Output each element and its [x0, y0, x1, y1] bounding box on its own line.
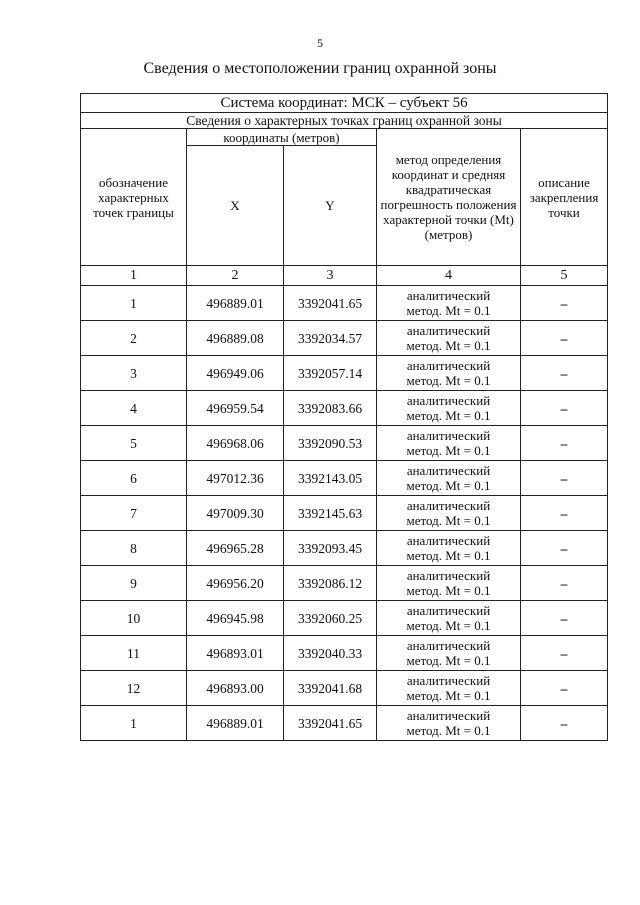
header-coordinates: координаты (метров): [187, 129, 377, 146]
y-coordinate-cell: 3392060.25: [284, 601, 377, 636]
method-line-1: аналитический: [406, 428, 491, 443]
table-row: [81, 601, 608, 636]
x-coordinate-cell: 496893.01: [187, 636, 284, 671]
method-line-2: метод. Mt = 0.1: [406, 478, 491, 493]
x-coordinate-cell: 496965.28: [187, 531, 284, 566]
info-row: [81, 113, 608, 129]
description-cell: –: [521, 531, 608, 566]
method-line-1: аналитический: [406, 498, 491, 513]
info-label: Сведения о характерных точках границ охранной зоны: [81, 113, 608, 129]
method-line-1: аналитический: [406, 638, 491, 653]
point-number-cell: 1: [81, 706, 187, 741]
point-number-cell: 10: [81, 601, 187, 636]
method-line-1: аналитический: [406, 358, 491, 373]
table-row: [81, 391, 608, 426]
method-cell: [377, 601, 521, 636]
point-number-cell: 12: [81, 671, 187, 706]
y-coordinate-cell: 3392093.45: [284, 531, 377, 566]
table-row: [81, 531, 608, 566]
document-title: Сведения о местоположении границ охранной зоны: [143, 60, 497, 77]
method-line-2: метод. Mt = 0.1: [406, 338, 491, 353]
method-cell: [377, 566, 521, 601]
method-line-1: аналитический: [406, 533, 491, 548]
x-coordinate-cell: 496956.20: [187, 566, 284, 601]
y-coordinate-cell: 3392040.33: [284, 636, 377, 671]
header-x: X: [187, 146, 284, 266]
x-coordinate-cell: 496959.54: [187, 391, 284, 426]
x-coordinate-cell: 496893.00: [187, 671, 284, 706]
point-number-cell: 2: [81, 321, 187, 356]
y-coordinate-cell: 3392041.68: [284, 671, 377, 706]
description-cell: –: [521, 391, 608, 426]
x-coordinate-cell: 496945.98: [187, 601, 284, 636]
method-line-2: метод. Mt = 0.1: [406, 513, 491, 528]
y-coordinate-cell: 3392034.57: [284, 321, 377, 356]
point-number-cell: 11: [81, 636, 187, 671]
method-cell: [377, 531, 521, 566]
method-line-2: метод. Mt = 0.1: [406, 303, 491, 318]
point-number-cell: 7: [81, 496, 187, 531]
x-coordinate-cell: 496949.06: [187, 356, 284, 391]
x-coordinate-cell: 496889.01: [187, 286, 284, 321]
table-row: [81, 321, 608, 356]
y-coordinate-cell: 3392057.14: [284, 356, 377, 391]
column-number: 4: [377, 266, 521, 286]
column-number: 1: [81, 266, 187, 286]
method-cell: [377, 496, 521, 531]
x-coordinate-cell: 496889.01: [187, 706, 284, 741]
method-cell: [377, 706, 521, 741]
table-row: [81, 636, 608, 671]
point-number-cell: 3: [81, 356, 187, 391]
coordinate-system-row: [81, 94, 608, 113]
method-cell: [377, 356, 521, 391]
description-cell: –: [521, 321, 608, 356]
description-cell: –: [521, 286, 608, 321]
x-coordinate-cell: 496889.08: [187, 321, 284, 356]
method-cell: [377, 286, 521, 321]
y-coordinate-cell: 3392145.63: [284, 496, 377, 531]
method-line-2: метод. Mt = 0.1: [406, 408, 491, 423]
y-coordinate-cell: 3392143.05: [284, 461, 377, 496]
header-description: описание закрепления точки: [521, 129, 608, 266]
method-cell: [377, 391, 521, 426]
method-cell: [377, 671, 521, 706]
y-coordinate-cell: 3392083.66: [284, 391, 377, 426]
description-cell: –: [521, 671, 608, 706]
method-line-2: метод. Mt = 0.1: [406, 583, 491, 598]
method-line-2: метод. Mt = 0.1: [406, 443, 491, 458]
x-coordinate-cell: 497009.30: [187, 496, 284, 531]
method-line-2: метод. Mt = 0.1: [406, 373, 491, 388]
y-coordinate-cell: 3392090.53: [284, 426, 377, 461]
method-line-2: метод. Mt = 0.1: [406, 723, 491, 738]
point-number-cell: 4: [81, 391, 187, 426]
method-line-1: аналитический: [406, 393, 491, 408]
method-cell: [377, 461, 521, 496]
method-line-2: метод. Mt = 0.1: [406, 548, 491, 563]
description-cell: –: [521, 706, 608, 741]
description-cell: –: [521, 566, 608, 601]
column-number: 5: [521, 266, 608, 286]
method-cell: [377, 636, 521, 671]
y-coordinate-cell: 3392041.65: [284, 706, 377, 741]
x-coordinate-cell: 496968.06: [187, 426, 284, 461]
header-row: [81, 129, 608, 146]
point-number-cell: 1: [81, 286, 187, 321]
table-row: [81, 496, 608, 531]
y-coordinate-cell: 3392086.12: [284, 566, 377, 601]
method-line-1: аналитический: [406, 603, 491, 618]
description-cell: –: [521, 496, 608, 531]
method-line-2: метод. Mt = 0.1: [406, 688, 491, 703]
table-row: [81, 461, 608, 496]
table-row: [81, 566, 608, 601]
point-number-cell: 8: [81, 531, 187, 566]
coordinate-system-label: Система координат: МСК – субъект 56: [81, 94, 608, 113]
point-number-cell: 9: [81, 566, 187, 601]
point-number-cell: 5: [81, 426, 187, 461]
header-y: Y: [284, 146, 377, 266]
method-line-1: аналитический: [406, 568, 491, 583]
table-row: [81, 426, 608, 461]
method-line-1: аналитический: [406, 323, 491, 338]
description-cell: –: [521, 636, 608, 671]
column-number: 3: [284, 266, 377, 286]
table-row: [81, 671, 608, 706]
description-cell: –: [521, 426, 608, 461]
method-line-2: метод. Mt = 0.1: [406, 618, 491, 633]
description-cell: –: [521, 356, 608, 391]
table-row: [81, 286, 608, 321]
method-line-1: аналитический: [406, 708, 491, 723]
point-number-cell: 6: [81, 461, 187, 496]
table-row: [81, 356, 608, 391]
table-row: [81, 706, 608, 741]
header-point: обозначение характерных точек границы: [81, 129, 187, 266]
page-number: 5: [317, 36, 323, 50]
method-line-1: аналитический: [406, 288, 491, 303]
column-number: 2: [187, 266, 284, 286]
method-line-1: аналитический: [406, 673, 491, 688]
y-coordinate-cell: 3392041.65: [284, 286, 377, 321]
method-cell: [377, 321, 521, 356]
method-line-2: метод. Mt = 0.1: [406, 653, 491, 668]
method-cell: [377, 426, 521, 461]
x-coordinate-cell: 497012.36: [187, 461, 284, 496]
description-cell: –: [521, 601, 608, 636]
method-line-1: аналитический: [406, 463, 491, 478]
coordinates-table: [80, 93, 608, 741]
column-number-row: [81, 266, 608, 286]
description-cell: –: [521, 461, 608, 496]
header-method: метод определения координат и средняя квадратическая погрешность положения характерной точки (Mt) (метров): [377, 129, 521, 266]
